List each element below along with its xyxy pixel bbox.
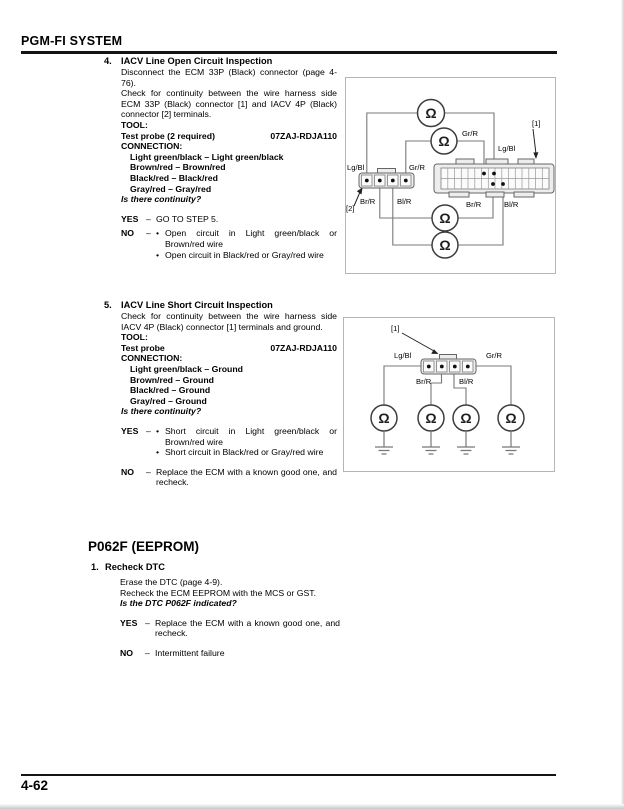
wire-color-label: Gr/R	[462, 129, 479, 138]
section-iacv-open-circuit	[104, 56, 337, 260]
bullet-list	[156, 426, 337, 458]
bullet-text: Short circuit in Light green/black or Brown/red wire	[165, 425, 337, 447]
connection-item: Gray/red – Gray/red	[130, 183, 212, 194]
wire-color-label: Bl/R	[504, 200, 519, 209]
ref-arrowhead	[533, 152, 538, 159]
answer-label: YES	[120, 617, 138, 628]
answer-no	[121, 228, 337, 260]
bullet-marker: •	[156, 425, 160, 436]
connection-label: CONNECTION:	[121, 141, 183, 152]
ref-label-1: [1]	[391, 324, 400, 333]
answer-label: NO	[120, 647, 134, 658]
bullet-marker: •	[156, 249, 160, 260]
bullet-item	[156, 447, 337, 458]
bullet-marker: •	[156, 447, 160, 458]
connector-tab	[486, 192, 504, 197]
short-circuit-wiring-figure	[344, 318, 554, 471]
ohm-symbol: Ω	[438, 133, 450, 149]
dash: –	[145, 617, 150, 628]
section-heading	[104, 56, 337, 67]
question: Is there continuity?	[121, 406, 202, 417]
pin	[501, 182, 505, 186]
answer-label: NO	[121, 466, 135, 477]
answer-label: YES	[121, 425, 139, 436]
ohm-symbol: Ω	[378, 410, 390, 426]
section-body	[121, 67, 337, 260]
ohm-symbol: Ω	[439, 210, 451, 226]
wire-color-label: Gr/R	[486, 351, 503, 360]
wire-color-label: Bl/R	[459, 377, 474, 386]
ohmmeter-icon	[418, 100, 445, 127]
tool-code: 07ZAJ-RDJA110	[270, 342, 337, 353]
step-body	[120, 577, 340, 659]
pin	[491, 182, 495, 186]
connector-tab	[518, 159, 534, 164]
section-heading	[104, 300, 337, 311]
answer-yes	[121, 426, 337, 458]
dash: –	[145, 647, 150, 658]
diagram-open-circuit-test	[345, 77, 556, 274]
section-body	[121, 311, 337, 488]
connector-4p-iacv	[421, 355, 476, 375]
page-edge-bottom	[0, 804, 624, 809]
ohmmeter-icon	[431, 128, 457, 154]
bullet-text: Open circuit in Light green/black or Brown/red wire	[165, 228, 337, 249]
answer-label: NO	[121, 228, 135, 239]
answer-yes	[121, 214, 337, 225]
bullet-item	[156, 250, 337, 261]
question: Is there continuity?	[121, 194, 202, 205]
answer-text: GO TO STEP 5.	[156, 213, 219, 224]
answer-yes	[120, 618, 340, 639]
ohmmeter-icon	[498, 405, 524, 431]
bullet-list	[156, 228, 337, 260]
step-heading-text: Recheck DTC	[105, 562, 165, 572]
ref-arrow	[402, 333, 434, 351]
pin	[440, 365, 444, 369]
paragraph: Recheck the ECM EEPROM with the MCS or GST.	[120, 587, 317, 598]
bullet-text: Short circuit in Black/red or Gray/red wire	[165, 447, 324, 458]
diagram-short-circuit-test	[343, 317, 555, 472]
footer-rule	[21, 774, 556, 776]
connection-label: CONNECTION:	[121, 353, 183, 364]
section-heading-text: IACV Line Short Circuit Inspection	[121, 300, 273, 310]
ohm-symbol: Ω	[505, 410, 517, 426]
section-heading-text: IACV Line Open Circuit Inspection	[121, 56, 273, 66]
paragraph: Disconnect the ECM 33P (Black) connector (page 4-76).	[121, 67, 337, 88]
wire-color-label: Lg/Bl	[394, 351, 412, 360]
connector-tab	[449, 192, 469, 197]
tool-name: Test probe (2 required)	[121, 130, 215, 141]
ground-icon	[422, 431, 440, 454]
bullet-text: Open circuit in Black/red or Gray/red wire	[165, 249, 324, 260]
connection-item: Brown/red – Ground	[130, 374, 214, 385]
wire-color-label: Br/R	[416, 377, 432, 386]
header-rule	[21, 51, 557, 54]
dash: –	[146, 466, 151, 477]
ohmmeter-icon	[432, 232, 458, 258]
pin	[427, 365, 431, 369]
paragraph: Check for continuity between the wire harness side ECM 33P (Black) connector [1] and IACV 4P (Black) connector [2] terminals.	[121, 88, 337, 120]
pin	[391, 179, 395, 183]
pin	[453, 365, 457, 369]
connector-33p-ecm	[434, 159, 554, 197]
wire-grr	[476, 366, 511, 405]
answer-no	[120, 648, 340, 659]
wire-color-label: Lg/Bl	[347, 163, 365, 172]
ohmmeter-icon	[371, 405, 397, 431]
connection-item: Gray/red – Ground	[130, 395, 207, 406]
ref-arrow	[533, 129, 536, 154]
answer-text: Replace the ECM with a known good one, and recheck.	[155, 617, 340, 639]
connection-item: Brown/red – Brown/red	[130, 162, 226, 173]
ground-icon	[502, 431, 520, 454]
connection-item: Black/red – Black/red	[130, 172, 218, 183]
pin	[404, 179, 408, 183]
answer-no	[121, 467, 337, 488]
open-circuit-wiring-figure	[346, 78, 555, 273]
paragraph: Check for continuity between the wire harness side IACV 4P (Black) connector [1] terminals and ground.	[121, 311, 337, 332]
bullet-item	[156, 228, 337, 249]
wire-blr	[393, 181, 432, 245]
ohmmeter-icon	[453, 405, 479, 431]
question: Is the DTC P062F indicated?	[120, 598, 237, 609]
connection-item: Light green/black – Ground	[130, 363, 243, 374]
pin	[466, 365, 470, 369]
bullet-item	[156, 426, 337, 447]
page-title: PGM-FI SYSTEM	[21, 34, 123, 48]
pin	[492, 172, 496, 176]
tool-row	[121, 343, 337, 354]
ground-icon	[375, 431, 393, 454]
connector-tab	[486, 159, 508, 164]
answer-text: Replace the ECM with a known good one, and recheck.	[156, 466, 337, 488]
connection-item: Light green/black – Light green/black	[130, 151, 284, 162]
section-iacv-short-circuit	[104, 300, 337, 488]
connection-list	[121, 152, 337, 194]
ground-icon	[457, 431, 475, 454]
section-p062f	[88, 539, 340, 659]
tool-name: Test probe	[121, 342, 165, 353]
dtc-heading: P062F (EEPROM)	[88, 539, 200, 554]
ohmmeter-icon	[432, 205, 458, 231]
tool-code: 07ZAJ-RDJA110	[270, 130, 337, 141]
page-number: 4-62	[21, 778, 49, 793]
connector-tab	[456, 159, 474, 164]
tool-label: TOOL:	[121, 332, 148, 343]
pin	[378, 179, 382, 183]
ohmmeter-icon	[418, 405, 444, 431]
wire-color-label: Br/R	[360, 197, 376, 206]
ohm-symbol: Ω	[439, 237, 451, 253]
bullet-marker: •	[156, 228, 160, 239]
ref-label-1: [1]	[532, 119, 541, 128]
tool-row	[121, 131, 337, 142]
answer-label: YES	[121, 213, 139, 224]
answer-text: Intermittent failure	[155, 647, 225, 658]
tool-label: TOOL:	[121, 119, 148, 130]
connection-list	[121, 364, 337, 406]
section-number: 5.	[104, 300, 112, 310]
connection-item: Black/red – Ground	[130, 385, 211, 396]
ref-label-2: [2]	[346, 204, 355, 213]
dash: –	[146, 425, 151, 436]
ohm-symbol: Ω	[425, 105, 437, 121]
dash: –	[146, 228, 151, 239]
connector-tab	[514, 192, 534, 197]
ohm-symbol: Ω	[425, 410, 437, 426]
step-heading	[88, 562, 340, 573]
wire-color-label: Lg/Bl	[498, 144, 516, 153]
section-number: 4.	[104, 56, 112, 66]
wire-color-label: Gr/R	[409, 163, 426, 172]
ohm-symbol: Ω	[460, 410, 472, 426]
step-number: 1.	[91, 562, 99, 572]
wire-color-label: Br/R	[466, 200, 482, 209]
wire-color-label: Bl/R	[397, 197, 412, 206]
pin	[482, 172, 486, 176]
paragraph: Erase the DTC (page 4-9).	[120, 577, 223, 587]
dash: –	[146, 213, 151, 224]
pin	[365, 179, 369, 183]
